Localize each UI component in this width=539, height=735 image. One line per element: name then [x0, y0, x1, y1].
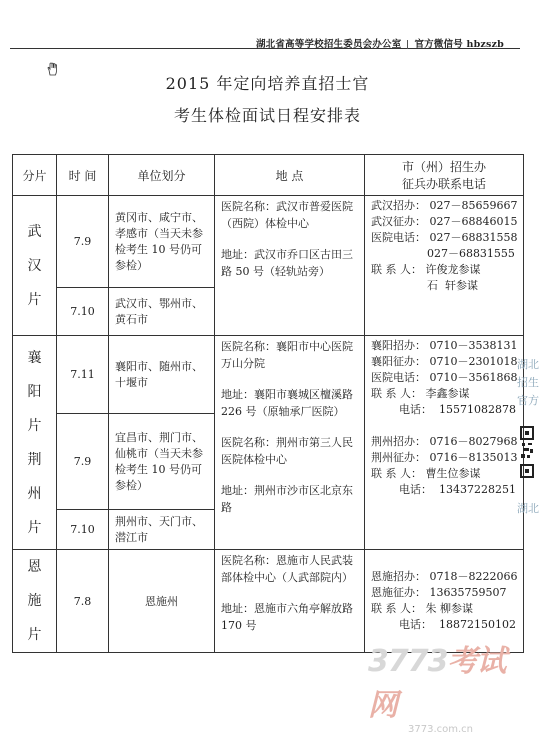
- units-cell: 荆州市、天门市、潜江市: [109, 510, 215, 550]
- logo-url: 3773.com.cn: [408, 724, 473, 735]
- district-char: 阳: [27, 383, 42, 400]
- contact-line: 联 系 人： 许俊龙参谋: [371, 263, 481, 276]
- units-cell: 黄冈市、咸宁市、孝感市（当天未参检考生 10 号仍可参检）: [109, 196, 215, 288]
- hospital-address: 地址：恩施市六角亭解放路 170 号: [221, 602, 353, 632]
- contact-line: 电话： 13437228251: [371, 483, 516, 496]
- contact-line: 荆州招办： 0716－8027968: [371, 435, 518, 448]
- district-char: 片: [27, 417, 42, 434]
- header-contact-line1: 市（州）招生办: [401, 160, 486, 174]
- district-xiangyang-jingzhou: [13, 336, 57, 550]
- district-enshi: [13, 550, 57, 653]
- district-char: 片: [27, 627, 42, 643]
- watermark-text: 官方: [517, 394, 539, 407]
- header-contact-line2: 征兵办联系电话: [401, 177, 486, 191]
- header-time: 时 间: [57, 155, 109, 196]
- contact-line: 恩施征办： 13635759507: [371, 586, 507, 599]
- contact-line: 襄阳招办： 0710－3538131: [371, 339, 518, 352]
- header-wechat: 官方微信号 hbzszb: [414, 39, 504, 50]
- logo-name: 考试网: [368, 644, 506, 723]
- contact-line: 027－68831555: [371, 247, 515, 260]
- contact-line: 医院电话： 0710－3561868: [371, 371, 518, 384]
- header-contact: [365, 155, 524, 196]
- location-cell: [215, 196, 365, 336]
- contact-cell: [365, 196, 524, 336]
- hospital-address: 地址：襄阳市襄城区檀溪路 226 号（原轴承厂医院）: [221, 388, 353, 418]
- page-header: [10, 36, 520, 49]
- contact-line: 电话： 15571082878: [371, 403, 516, 416]
- header-location: 地 点: [215, 155, 365, 196]
- units-cell: 武汉市、鄂州市、黄石市: [109, 288, 215, 336]
- contact-line: 电话： 18872150102: [371, 618, 516, 631]
- header-district: 分片: [13, 155, 57, 196]
- title-line-1: 2015 年定向培养直招士官: [165, 74, 370, 93]
- contact-line: 襄阳征办： 0710－2301018: [371, 355, 518, 368]
- header-separator: [407, 40, 408, 49]
- date-cell: 7.10: [57, 510, 109, 550]
- location-cell: [215, 336, 365, 550]
- date-cell: 7.9: [57, 196, 109, 288]
- date-cell: 7.11: [57, 336, 109, 414]
- date-cell: 7.9: [57, 414, 109, 510]
- logo-text: [368, 636, 528, 724]
- contact-line: 武汉征办： 027－68846015: [371, 215, 518, 228]
- units-cell: 襄阳市、随州市、十堰市: [109, 336, 215, 414]
- watermark-text: 湖北: [517, 502, 539, 515]
- contact-line: 联 系 人： 李鑫参谋: [371, 387, 470, 400]
- district-char: 州: [27, 485, 42, 502]
- contact-line: 恩施招办： 0718－8222066: [371, 570, 518, 583]
- contact-line: 荆州征办： 0716－8135013: [371, 451, 518, 464]
- header-text: [256, 36, 504, 50]
- site-logo: [368, 636, 528, 735]
- schedule-table: [12, 154, 524, 653]
- contact-line: 武汉招办： 027－85659667: [371, 199, 518, 212]
- hospital-name: 医院名称：武汉市普爱医院（西院）体检中心: [221, 200, 353, 230]
- title-line-2: 考生体检面试日程安排表: [173, 106, 361, 125]
- watermark-text: 湖北: [517, 358, 539, 371]
- district-char: 襄: [27, 349, 42, 366]
- contact-line: 石 轩参谋: [371, 279, 478, 292]
- hospital-address: 地址：荆州市沙市区北京东路: [221, 484, 353, 514]
- watermark-text: 招生: [517, 376, 539, 389]
- district-char: 片: [27, 519, 42, 536]
- header-org: 湖北省高等学校招生委员会办公室: [255, 39, 402, 50]
- logo-number: 3773: [368, 644, 448, 679]
- hospital-name: 医院名称：荆州市第三人民医院体检中心: [221, 436, 353, 466]
- hospital-address: 地址：武汉市乔口区古田三路 50 号（轻轨站旁）: [221, 248, 353, 278]
- district-char: 汉: [27, 257, 42, 274]
- hospital-name: 医院名称：恩施市人民武装部体检中心（人武部院内）: [221, 554, 353, 584]
- table-row: [13, 336, 524, 414]
- hospital-name: 医院名称：襄阳市中心医院万山分院: [221, 340, 353, 370]
- district-char: 武: [27, 223, 42, 240]
- contact-cell: [365, 336, 524, 550]
- table-header-row: [13, 155, 524, 196]
- units-cell: 宜昌市、荆门市、仙桃市（当天未参检考生 10 号仍可参检）: [109, 414, 215, 510]
- contact-line: 联 系 人： 朱 柳参谋: [371, 602, 473, 615]
- qr-code-icon: [517, 425, 535, 485]
- contact-line: 医院电话： 027－68831558: [371, 231, 518, 244]
- header-units: 单位划分: [109, 155, 215, 196]
- units-cell: 恩施州: [109, 550, 215, 653]
- table-row: [13, 196, 524, 288]
- location-cell: [215, 550, 365, 653]
- district-char: 恩: [27, 559, 42, 575]
- date-cell: 7.8: [57, 550, 109, 653]
- contact-line: 联 系 人： 曹生位参谋: [371, 467, 481, 480]
- district-char: 荆: [27, 451, 42, 468]
- district-char: 片: [27, 291, 42, 308]
- district-char: 施: [27, 593, 42, 609]
- date-cell: 7.10: [57, 288, 109, 336]
- district-wuhan: [13, 196, 57, 336]
